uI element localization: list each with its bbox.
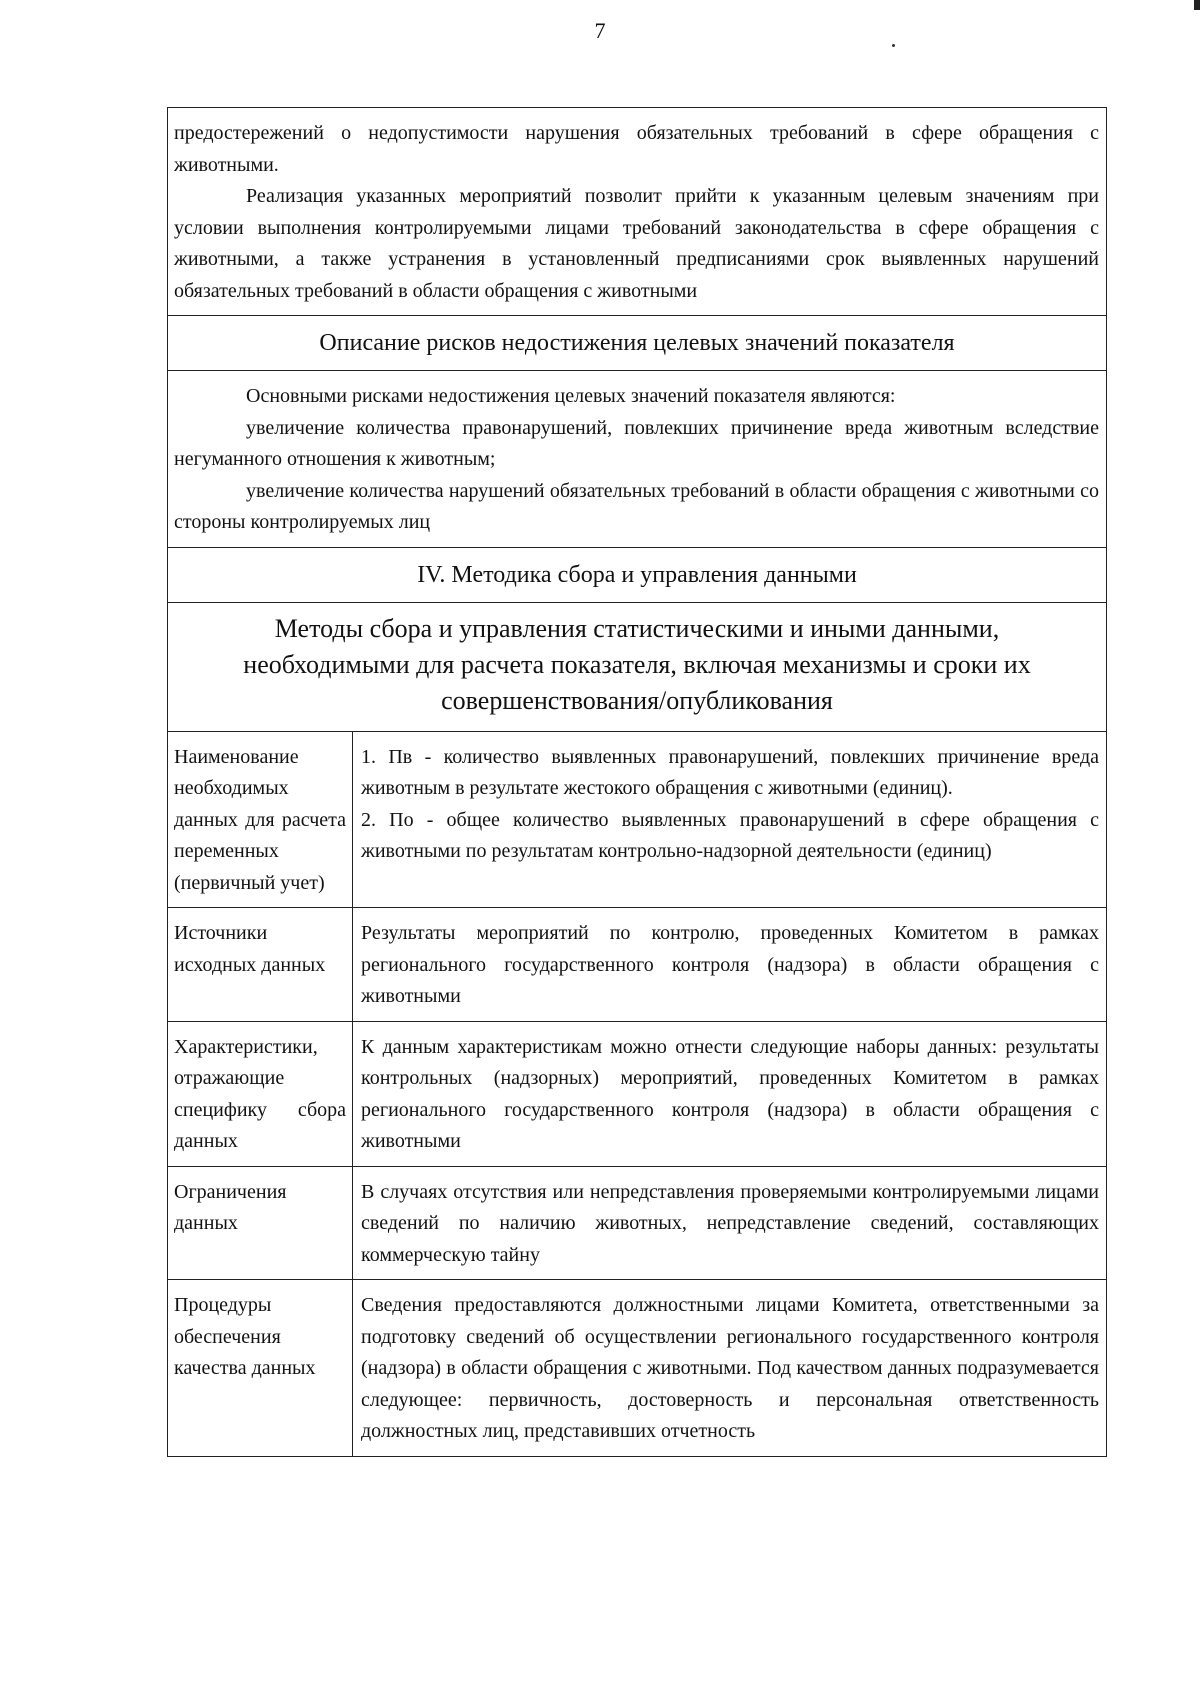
scan-edge-mark: [1194, 0, 1200, 10]
row-label: Процедуры обеспечения качества данных: [168, 1280, 353, 1456]
row-value-line: В случаях отсутствия или непредставления проверяемыми контролируемыми лицами сведений по наличию животных, непредставление сведений, составляющих коммерческую тайну: [361, 1180, 1099, 1266]
risks-section: [168, 370, 1106, 547]
row-value-line: Результаты мероприятий по контролю, проведенных Комитетом в рамках регионального государственного контроля (надзора) в области обращения с животными: [361, 922, 1099, 1007]
table-row: [168, 731, 1106, 908]
row-value: [353, 732, 1106, 908]
row-label: Источники исходных данных: [168, 908, 353, 1021]
row-value: [353, 1167, 1106, 1280]
risks-heading: Описание рисков недостижения целевых значений показателя: [168, 315, 1106, 370]
row-label: Ограничения данных: [168, 1167, 353, 1280]
row-label: Наименование необходимых данных для расчета переменных (первичный учет): [168, 732, 353, 908]
risks-paragraph-2: увеличение количества правонарушений, повлекших причинение вреда животным вследствие негуманного отношения к животным;: [174, 416, 1099, 470]
intro-paragraph-1: предостережений о недопустимости нарушения обязательных требований в сфере обращения с животными.: [174, 122, 1099, 176]
intro-section: [168, 108, 1106, 315]
page-number: 7: [594, 18, 606, 43]
intro-paragraph-2: Реализация указанных мероприятий позволит прийти к указанным целевым значениям при условии выполнения контролируемыми лицами требований законодательства в сфере обращения с животными, а также устранения в установленный предписаниями срок выявленных нарушений обязательных требований в области обращения с животными: [174, 185, 1099, 302]
table-row: [168, 1279, 1106, 1456]
section-heading: IV. Методика сбора и управления данными: [168, 547, 1106, 602]
row-value-line: 2. По - общее количество выявленных правонарушений в сфере обращения с животными по результатам контрольно-надзорной деятельности (единиц): [361, 808, 1099, 862]
document-table: [167, 107, 1107, 1457]
row-label: Характеристики, отражающие специфику сбора данных: [168, 1022, 353, 1166]
row-value: [353, 1022, 1106, 1166]
row-value-line: К данным характеристикам можно отнести следующие наборы данных: результаты контрольных (надзорных) мероприятий, проведенных Комитетом в рамках регионального государственного контроля (надзора) в области обращения с животными: [361, 1035, 1099, 1152]
scan-dot: [892, 44, 895, 47]
row-value: [353, 908, 1106, 1021]
risks-paragraph-1: Основными рисками недостижения целевых значений показателя являются:: [246, 385, 896, 407]
table-row: [168, 907, 1106, 1021]
row-value-line: Сведения предоставляются должностными лицами Комитета, ответственными за подготовку сведений об осуществлении регионального государственного контроля (надзора) в области обращения с животными. Под качеством данных подразумевается следующее: первичность, достоверность и персональная ответственность должностных лиц, представивших отчетность: [361, 1294, 1099, 1442]
table-row: [168, 1021, 1106, 1166]
row-value-line: 1. Пв - количество выявленных правонарушений, повлекших причинение вреда животным в результате жестокого обращения с животными (единиц).: [361, 745, 1099, 799]
methods-heading: Методы сбора и управления статистическими и иными данными, необходимыми для расчета показателя, включая механизмы и сроки их совершенствования/опубликования: [168, 602, 1106, 731]
row-value: [353, 1280, 1106, 1456]
risks-paragraph-3: увеличение количества нарушений обязательных требований в области обращения с животными со стороны контролируемых лиц: [174, 479, 1099, 533]
table-row: [168, 1166, 1106, 1280]
